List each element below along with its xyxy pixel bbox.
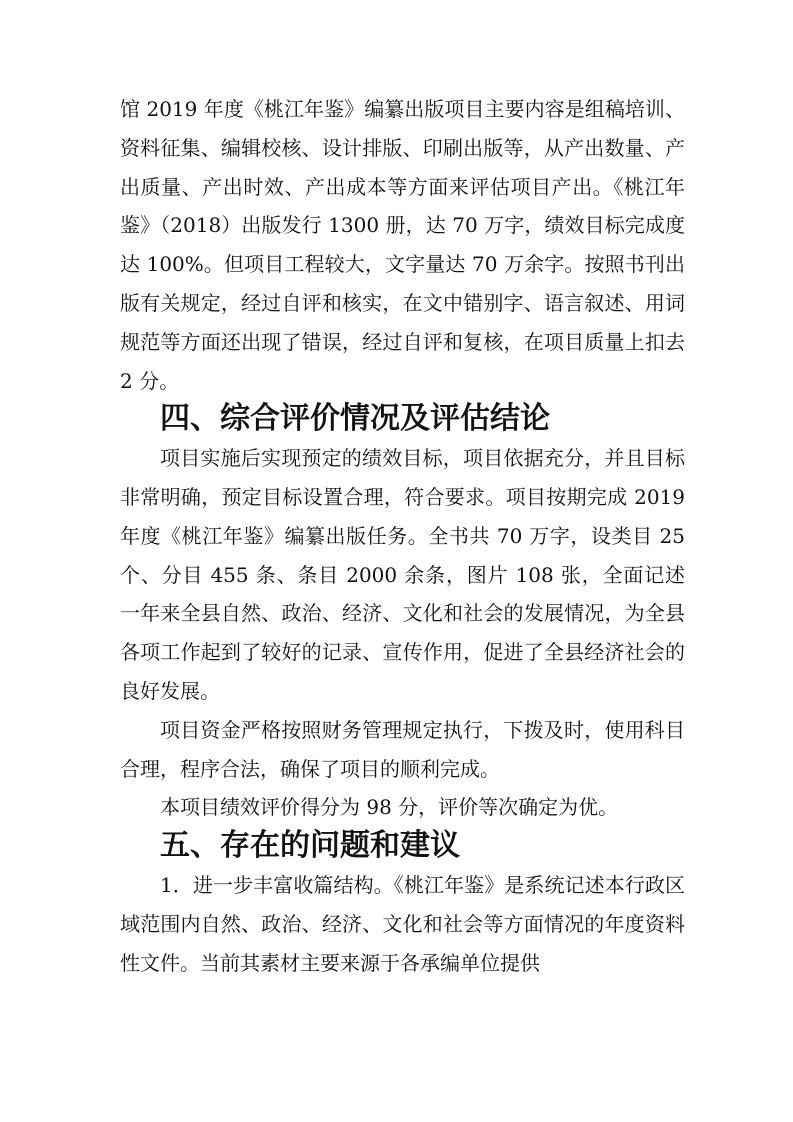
paragraph-continued: 馆 2019 年度《桃江年鉴》编纂出版项目主要内容是组稿培训、资料征集、编辑校核、设计排版、印刷出版等，从产出数量、产出质量、产出时效、产出成本等方面来评估项目产出。《桃江年鉴》（2018）出版发行 1300 册，达 70 万字，绩效目标完成度达 100%。但项目工程较大，文字量达 70 万余字。按照书刊出版有关规定，经过自评和核实，在文中错别字、语言叙述、用词规范等方面还出现了错误，经过自评和复核，在项目质量上扣去 2 分。 xyxy=(120,97,685,393)
section-heading-4: 四、综合评价情况及评估结论 xyxy=(160,401,550,437)
paragraph-4-1: 项目实施后实现预定的绩效目标，项目依据充分，并且目标非常明确，预定目标设置合理，符合要求。项目按期完成 2019 年度《桃江年鉴》编纂出版任务。全书共 70 万字，设类目 25 个、分目 455 条、条目 2000 余条，图片 108 张，全面记述一年来全县自然、政治、经济、文化和社会的发展情况，为全县各项工作起到了较好的记录、宣传作用，促进了全县经济社会的良好发展。 xyxy=(120,446,685,703)
paragraph-5-1: 1．进一步丰富收篇结构。《桃江年鉴》是系统记述本行政区域范围内自然、政治、经济、文化和社会等方面情况的年度资料性文件。当前其素材主要来源于各承编单位提供 xyxy=(120,872,685,975)
section-heading-5: 五、存在的问题和建议 xyxy=(160,828,460,864)
paragraph-4-3: 本项目绩效评价得分为 98 分，评价等次确定为优。 xyxy=(160,795,619,820)
document-page xyxy=(120,90,685,982)
paragraph-4-2: 项目资金严格按照财务管理规定执行，下拨及时，使用科目合理，程序合法，确保了项目的顺利完成。 xyxy=(120,717,685,781)
